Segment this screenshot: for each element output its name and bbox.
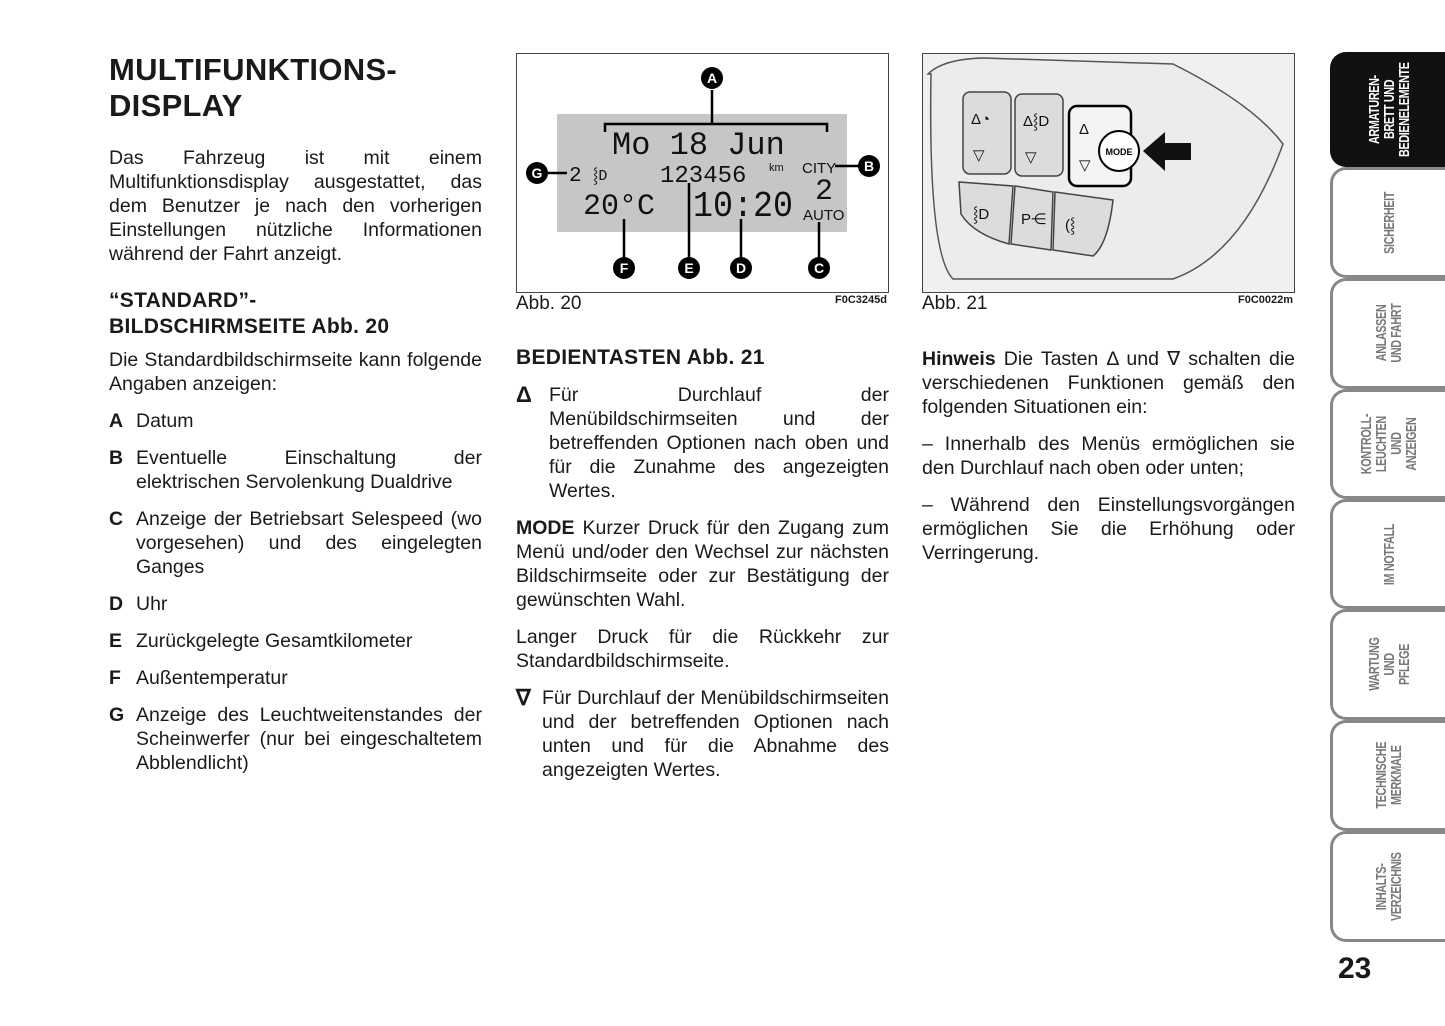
legend-item (109, 592, 482, 616)
figure-21-code: F0C0022m (1238, 294, 1294, 306)
svg-text:▽: ▽ (1025, 149, 1037, 166)
legend-key: A (109, 410, 124, 432)
chapter-tab-label: IM NOTFALL (1380, 523, 1398, 585)
legend-item (109, 507, 482, 579)
legend-key: C (109, 508, 124, 530)
section-heading (109, 288, 482, 340)
chapter-tab-label: SICHERHEIT (1380, 191, 1398, 254)
chapter-tab[interactable] (1330, 499, 1445, 609)
figure-20-code: F0C3245d (835, 294, 887, 306)
note-point: – Während den Einstellungsvorgängen ermöglichen Sie die Erhöhung oder Verringerung. (922, 494, 1295, 564)
chapter-tab[interactable] (1330, 167, 1445, 278)
note-point: – Innerhalb des Menüs ermöglichen sie den Durchlauf nach oben oder unten; (922, 433, 1295, 479)
legend-text: Uhr (136, 593, 168, 615)
legend-text: Außentemperatur (136, 667, 288, 689)
legend-item (109, 446, 482, 494)
lead-paragraph: Die Standardbildschirmseite kann folgende Angaben anzeigen: (109, 349, 482, 395)
display-auto: AUTO (803, 207, 845, 224)
display-km-unit: km (769, 162, 784, 174)
display-city: CITY (802, 160, 837, 177)
legend-key: D (109, 593, 124, 615)
legend-item (109, 629, 482, 653)
legend-item (109, 666, 482, 690)
column-middle (516, 345, 889, 795)
up-arrow-icon: Δ (516, 382, 532, 407)
svg-text:▽: ▽ (1079, 157, 1091, 174)
chapter-tab-label: WARTUNG UND PFLEGE (1365, 637, 1413, 692)
legend-text: Zurückgelegte Gesamtkilometer (136, 630, 413, 652)
heading-line: “STANDARD”- (109, 289, 257, 312)
mode-text: Kurzer Druck für den Zugang zum Menü und/oder den Wechsel zur nächsten Bildschirmseite oder zur Bestätigung der gewünschten Wahl. (516, 517, 889, 611)
svg-text:(⸾: (⸾ (1065, 217, 1076, 234)
down-arrow-icon: ∇ (516, 685, 531, 710)
chapter-tab-label: INHALTS- VERZEICHNIS (1373, 852, 1405, 921)
chapter-tab-label: ANLASSEN UND FAHRT (1373, 303, 1405, 364)
column-left (109, 52, 482, 788)
legend-item (109, 409, 482, 433)
legend-key: F (109, 667, 121, 689)
note-label: Hinweis (922, 348, 996, 370)
mode-label: MODE (516, 517, 575, 539)
figure-20-caption: Abb. 20 (516, 293, 582, 314)
svg-text:Δ◔: Δ◔ (971, 111, 991, 128)
svg-text:⸾D: ⸾D (973, 206, 990, 223)
display-headlight-level: 2 (569, 165, 582, 188)
title-line: DISPLAY (109, 88, 243, 123)
down-description: Für Durchlauf der Menübildschirmseiten und der betreffenden Optionen nach unten und für die Abnahme des angezeigten Wertes. (542, 687, 889, 781)
mode-paragraph (516, 516, 889, 612)
display-gear: 2 (815, 175, 834, 209)
page-title (109, 52, 482, 124)
figure-20-display (516, 53, 889, 293)
legend-text: Eventuelle Einschaltung der elektrischen Servolenkung Dualdrive (136, 447, 482, 493)
callout-label: F (619, 260, 629, 276)
callout-label: E (684, 260, 694, 276)
long-press-paragraph: Langer Druck für die Rückkehr zur Standardbildschirmseite. (516, 626, 889, 672)
title-line: MULTIFUNKTIONS- (109, 52, 398, 87)
page-number: 23 (1338, 952, 1372, 985)
svg-text:▽: ▽ (973, 147, 985, 164)
legend-text: Anzeige der Betriebsart Selespeed (wo vorgesehen) und des eingelegten Ganges (136, 508, 482, 578)
column-right (922, 345, 1295, 578)
display-date: Mo 18 Jun (612, 127, 785, 164)
display-odometer: 123456 (660, 163, 747, 190)
chapter-tab[interactable] (1330, 720, 1445, 831)
legend-text: Anzeige des Leuchtweitenstandes der Scheinwerfer (nur bei eingeschaltetem Abblendlicht) (136, 704, 482, 774)
note-paragraph (922, 347, 1295, 419)
callout-label: D (735, 260, 747, 276)
section-heading: BEDIENTASTEN Abb. 21 (516, 346, 765, 369)
svg-text:Δ: Δ (1079, 121, 1090, 138)
callout-label: B (863, 158, 875, 174)
chapter-tab-label: TECHNISCHE MERKMALE (1373, 742, 1405, 809)
note-text: Die Tasten Δ und ∇ schalten die verschiedenen Funktionen gemäß den folgenden Situationen ein: (922, 348, 1295, 418)
chapter-tab[interactable] (1330, 389, 1445, 499)
legend-text: Datum (136, 410, 194, 432)
up-description: Für Durchlauf der Menübildschirmseiten und der betreffenden Optionen nach oben und für die Zunahme des angezeigten Wertes. (549, 384, 889, 502)
chapter-tab[interactable] (1330, 52, 1445, 167)
chapter-tab[interactable] (1330, 609, 1445, 720)
callout-label: G (531, 165, 543, 181)
svg-text:Δ⸾D: Δ⸾D (1023, 113, 1050, 130)
figure-21-buttons (922, 53, 1295, 293)
svg-text:P⋲: P⋲ (1021, 211, 1047, 228)
intro-paragraph: Das Fahrzeug ist mit einem Multifunktionsdisplay ausgestattet, das dem Benutzer je nach den vorherigen Einstellungen nützliche Informationen während der Fahrt anzeigt. (109, 147, 482, 265)
chapter-tab[interactable] (1330, 831, 1445, 942)
legend-key: B (109, 447, 124, 469)
heading-line: BILDSCHIRMSEITE Abb. 20 (109, 315, 390, 338)
mode-button-label: MODE (1105, 147, 1133, 157)
callout-label: A (706, 70, 718, 86)
legend-key: G (109, 704, 125, 726)
figure-21-caption: Abb. 21 (922, 293, 988, 314)
display-clock: 10:20 (693, 186, 793, 227)
chapter-tab[interactable] (1330, 278, 1445, 389)
legend-key: E (109, 630, 123, 652)
callout-label: C (813, 260, 825, 276)
headlight-icon: ⸾D (593, 168, 608, 185)
chapter-tab-label: KONTROLL- LEUCHTEN UND ANZEIGEN (1358, 413, 1420, 475)
legend-item (109, 703, 482, 775)
chapter-tab-label: ARMATUREN- BRETT UND BEDIENELEMENTE (1365, 62, 1413, 157)
display-temperature: 20°C (583, 190, 656, 224)
